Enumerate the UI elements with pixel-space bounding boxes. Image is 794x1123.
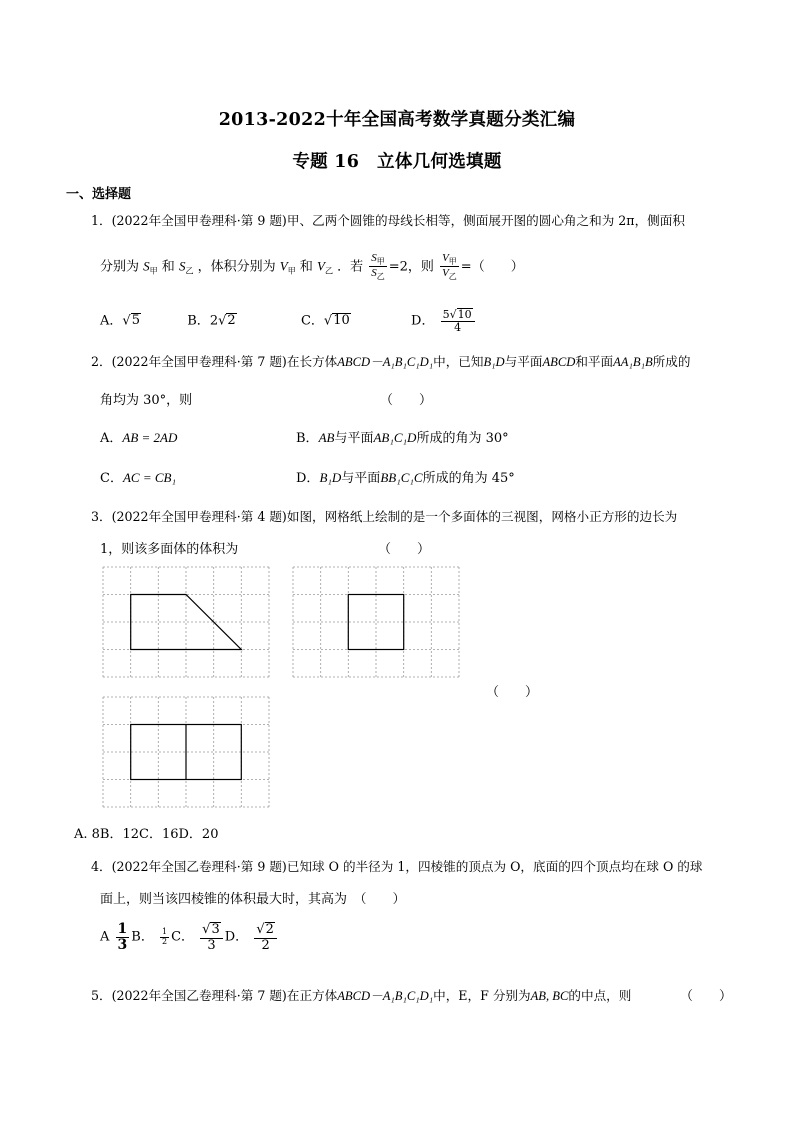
sqrt-value: 5 xyxy=(131,313,140,329)
q4-opt-c: C． xyxy=(171,929,195,945)
q4-opt-a-frac: $\frac{1}{3}$ xyxy=(117,921,128,953)
q2-line2: 角均为 30°，则 xyxy=(100,393,193,408)
q3-line2: 1，则该多面体的体积为 xyxy=(100,542,239,557)
q1-s-yi: S xyxy=(178,258,186,274)
q1-blank: =（ ） xyxy=(460,259,524,275)
q1-text: ．若 xyxy=(337,259,364,275)
q2-plane: ABCD xyxy=(542,355,576,369)
q2-plane: AA₁B₁B xyxy=(613,355,653,369)
q3-blank-right: （ ） xyxy=(486,685,539,700)
q3-line1: 3．(2022年全国甲卷理科·第 4 题)如图，网格纸上绘制的是一个多面体的三视图，网格小正方形的边长为 xyxy=(91,509,678,524)
q2-option-d: D．B₁D与平面BB₁C₁C所成的角为 45° xyxy=(296,470,515,486)
q1-opt-b: B． xyxy=(187,313,210,329)
q4-opt-c-frac: $\frac{√3}{3}$ xyxy=(200,922,223,952)
q4-options xyxy=(100,922,279,952)
page-title: 2013-2022十年全国高考数学真题分类汇编 xyxy=(218,110,576,130)
q1-text: 和 xyxy=(161,259,175,275)
q2-text: 2．(2022年全国甲卷理科·第 7 题)在长方体 xyxy=(91,354,338,369)
q2-text: 和平面 xyxy=(575,354,614,369)
q1-opt-d-frac: $\frac{5√10}{4}$ xyxy=(441,308,475,334)
q1-sub: 甲 xyxy=(287,266,296,276)
q2-line-b1d: B₁D xyxy=(483,355,505,369)
q1-ratio-v: $\frac{V_甲}{V_乙}$ xyxy=(442,252,457,282)
q1-sub: 甲 xyxy=(149,266,158,276)
section-heading: 一、选择题 xyxy=(66,187,132,202)
q4-opt-d-frac: $\frac{√2}{2}$ xyxy=(254,922,277,952)
q4-opt-d: D． xyxy=(224,929,249,945)
q1-text: =2，则 xyxy=(388,259,434,275)
q1-opt-c: C． xyxy=(300,313,324,329)
q2-line1 xyxy=(91,351,690,370)
q1-s-jia: S xyxy=(143,258,150,274)
q1-line1: 1．(2022年全国甲卷理科·第 9 题)甲、乙两个圆锥的母线长相等，侧面展开图的圆心角之和为 2π，侧面积 xyxy=(91,213,685,228)
q5-blank: （ ） xyxy=(680,989,733,1004)
page-subtitle: 专题 16 立体几何选填题 xyxy=(292,152,502,172)
q1-text: 分别为 xyxy=(100,259,140,275)
top-view-figure xyxy=(102,696,272,810)
q1-sub: 乙 xyxy=(324,266,333,276)
q5-text: 5．(2022年全国乙卷理科·第 7 题)在正方体 xyxy=(91,988,338,1003)
q1-line2 xyxy=(100,252,524,282)
q5-cube: ABCD－A₁B₁C₁D₁ xyxy=(337,989,434,1003)
q4-line1: 4．(2022年全国乙卷理科·第 9 题)已知球 O 的半径为 1，四棱锥的顶点为 O，底面的四个顶点均在球 O 的球 xyxy=(91,859,703,874)
q4-opt-b: B． xyxy=(131,929,154,945)
side-view-figure xyxy=(292,566,462,680)
q5-midpoints: AB, BC xyxy=(530,989,569,1003)
square-shape xyxy=(348,595,403,650)
q1-v-jia: V xyxy=(279,258,288,274)
q2-text: 所成的 xyxy=(652,354,691,369)
q5-text: 的中点，则 xyxy=(568,988,632,1003)
q5-line1 xyxy=(91,985,631,1004)
q1-opt-d: D． xyxy=(411,313,435,329)
q4-opt-b-frac: $\frac{1}{2}$ xyxy=(161,927,168,946)
sqrt-value: 2 xyxy=(227,313,236,329)
q1-opt-a: A． xyxy=(100,313,123,329)
q1-options: A．√5 B．2√2 C．√10 D． $\frac{5√10}{4}$ xyxy=(100,308,477,334)
q4-line2: 面上，则当该四棱锥的体积最大时，其高为 （ ） xyxy=(100,892,406,907)
q3-options: A. 8B．12C．16D．20 xyxy=(74,827,219,842)
q1-ratio-s: $\frac{S_甲}{S_乙}$ xyxy=(371,252,385,282)
q1-opt-b-coef: 2 xyxy=(209,313,219,329)
q2-text: 与平面 xyxy=(504,354,543,369)
q2-blank: （ ） xyxy=(380,393,433,408)
front-view-figure xyxy=(102,566,272,680)
q2-text: 中，已知 xyxy=(433,354,484,369)
q1-text: 和 xyxy=(299,259,313,275)
q2-option-c: C．AC = CB₁ xyxy=(100,470,176,486)
q2-option-a: A．AB = 2AD xyxy=(100,430,178,446)
q2-box: ABCD－A₁B₁C₁D₁ xyxy=(337,355,434,369)
q4-opt-a: A xyxy=(100,929,110,945)
q1-v-yi: V xyxy=(317,258,325,274)
q1-sub: 乙 xyxy=(185,266,194,276)
q3-blank: （ ） xyxy=(378,542,431,557)
q2-option-b: B．AB与平面AB₁C₁D所成的角为 30° xyxy=(296,430,509,446)
q1-text: ，体积分别为 xyxy=(197,259,276,275)
sqrt-value: 10 xyxy=(333,313,350,329)
q5-text: 中，E，F 分别为 xyxy=(433,988,531,1003)
